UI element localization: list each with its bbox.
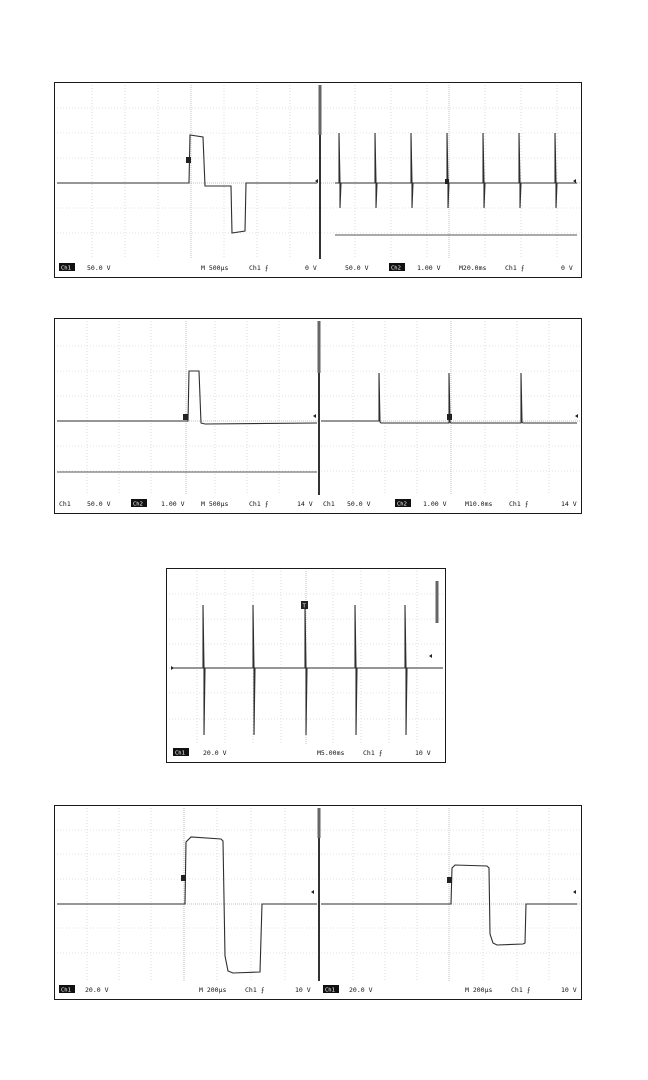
scope-figure-1-svg	[55, 83, 583, 279]
ch1-scale: 20.0 V	[85, 986, 109, 994]
ch1-label: Ch1	[59, 500, 71, 508]
trigger-level-marker	[573, 890, 576, 894]
ch1-scale: 50.0 V	[87, 264, 111, 272]
scope-figure-3-svg	[167, 569, 447, 764]
scope-figure-4	[54, 805, 582, 1000]
trigger-slope-icon: ⨍	[525, 500, 529, 508]
trigger-level-marker	[311, 890, 314, 894]
scope-figure-2-svg	[55, 319, 583, 515]
trigger-position-marker	[447, 877, 452, 883]
axes-left	[57, 808, 317, 981]
graticule-left	[57, 85, 319, 259]
trigger-level: 10 V	[295, 986, 311, 994]
ch1-waveform-left	[57, 837, 317, 973]
timebase: M10.0ms	[465, 500, 493, 508]
scope-figure-1	[54, 82, 582, 278]
trigger-level: 0 V	[561, 264, 573, 272]
ch1-pulse-train-right	[335, 133, 577, 208]
trigger-level-marker	[315, 179, 318, 183]
trigger-slope-icon: ⨍	[521, 264, 525, 272]
ch1-badge-text: Ch1	[325, 987, 335, 994]
timebase: M 500µs	[201, 264, 229, 272]
scope-figure-4-svg	[55, 806, 583, 1001]
trigger-source: Ch1	[511, 986, 523, 994]
scope-figure-3	[166, 568, 446, 763]
ch1-waveform-left	[57, 135, 317, 233]
trigger-level-marker	[429, 654, 432, 658]
trigger-level: 10 V	[561, 986, 577, 994]
ch1-scale: 50.0 V	[345, 264, 369, 272]
ch1-badge-text: Ch1	[175, 750, 185, 757]
trigger-position-marker	[181, 875, 186, 881]
ch1-pulse-train	[171, 605, 443, 735]
trigger-source: Ch1	[505, 264, 517, 272]
trigger-slope-icon: ⨍	[261, 986, 265, 994]
trigger-level-marker	[573, 179, 576, 183]
ch1-scale: 50.0 V	[347, 500, 371, 508]
ground-marker	[171, 666, 174, 670]
t-marker-text: T	[302, 603, 306, 610]
trigger-level: 14 V	[297, 500, 313, 508]
ch2-scale: 1.00 V	[423, 500, 447, 508]
graticule-left	[57, 808, 317, 981]
trigger-slope-icon: ⨍	[379, 749, 383, 757]
trigger-source: Ch1	[245, 986, 257, 994]
trigger-level: 0 V	[305, 264, 317, 272]
trigger-slope-icon: ⨍	[265, 264, 269, 272]
graticule-right	[321, 85, 581, 259]
trigger-position-marker	[445, 179, 449, 184]
ch2-scale: 1.00 V	[161, 500, 185, 508]
trigger-slope-icon: ⨍	[527, 986, 531, 994]
ch2-badge-text: Ch2	[133, 501, 143, 508]
ch1-badge-text: Ch1	[61, 265, 71, 272]
timebase: M5.00ms	[317, 749, 345, 757]
trigger-position-marker	[183, 414, 188, 420]
trigger-position-marker	[186, 157, 191, 163]
trigger-position-marker	[447, 414, 452, 420]
trigger-source: Ch1	[249, 264, 261, 272]
ch2-badge-text: Ch2	[391, 265, 401, 272]
scope-figure-2	[54, 318, 582, 514]
trigger-source: Ch1	[509, 500, 521, 508]
trigger-level-marker	[313, 414, 316, 418]
timebase: M 500µs	[201, 500, 229, 508]
trigger-level: 14 V	[561, 500, 577, 508]
timebase: M 200µs	[199, 986, 227, 994]
axes-right	[321, 321, 581, 495]
ch2-scale: 1.00 V	[417, 264, 441, 272]
trigger-source: Ch1	[249, 500, 261, 508]
ch1-scale: 50.0 V	[87, 500, 111, 508]
ch1-scale: 20.0 V	[203, 749, 227, 757]
trigger-level-marker	[575, 414, 578, 418]
ch1-label: Ch1	[323, 500, 335, 508]
ch1-scale: 20.0 V	[349, 986, 373, 994]
ch2-badge-text: Ch2	[397, 501, 407, 508]
ch1-badge-text: Ch1	[61, 987, 71, 994]
timebase: M20.0ms	[459, 264, 487, 272]
timebase: M 200µs	[465, 986, 493, 994]
trigger-slope-icon: ⨍	[265, 500, 269, 508]
trigger-level: 10 V	[415, 749, 431, 757]
trigger-source: Ch1	[363, 749, 375, 757]
